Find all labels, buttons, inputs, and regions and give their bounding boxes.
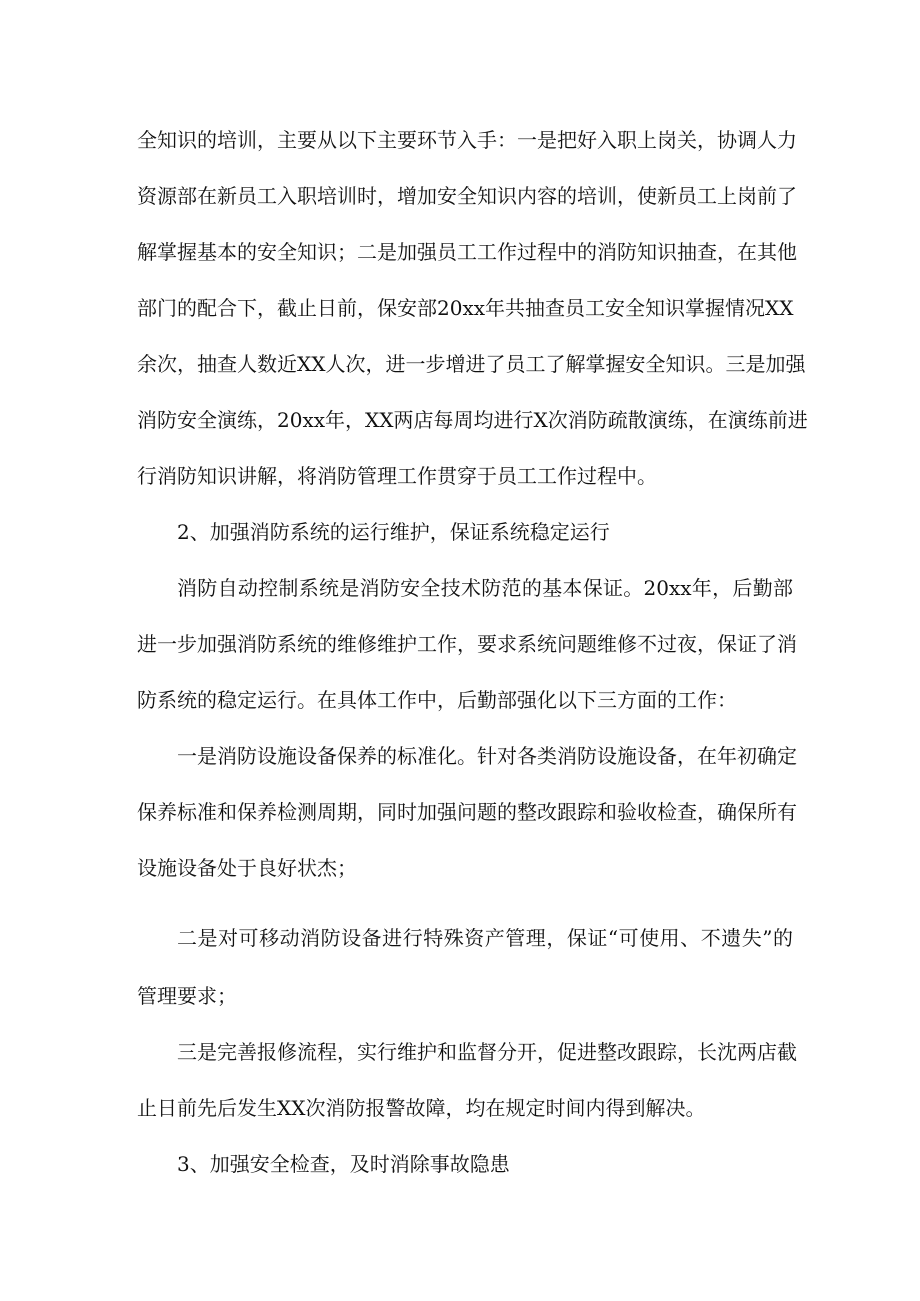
text-line: 部门的配合下，截止日前，保安部20xx年共抽查员工安全知识掌握情况XX [137,296,794,320]
section-heading: 2、加强消防系统的运行维护，保证系统稳定运行 [177,520,610,544]
text-line: 设施设备处于良好状杰； [137,856,357,880]
section-heading: 3、加强安全检查，及时消除事故隐患 [177,1152,510,1176]
text-line: 行消防知识讲解，将消防管理工作贯穿于员工工作过程中。 [137,464,657,488]
text-line: 管理要求； [137,984,237,1008]
text-line: 一是消防设施设备保养的标准化。针对各类消防设施设备，在年初确定 [177,744,797,768]
text-line: 二是对可移动消防设备进行特殊资产管理，保证“可使用、不遗失”的 [177,926,793,950]
text-line: 消防自动控制系统是消防安全技术防范的基本保证。20xx年，后勤部 [177,576,793,600]
text-line: 解掌握基本的安全知识；二是加强员工工作过程中的消防知识抽查，在其他 [137,240,797,264]
text-line: 全知识的培训，主要从以下主要环节入手：一是把好入职上岗关，协调人力 [137,128,797,152]
text-line: 三是完善报修流程，实行维护和监督分开，促进整改跟踪，长沈两店截 [177,1040,797,1064]
text-line: 止日前先后发生XX次消防报警故障，均在规定时间内得到解决。 [137,1096,706,1120]
text-line: 防系统的稳定运行。在具体工作中，后勤部强化以下三方面的工作： [137,688,737,712]
text-line: 保养标准和保养检测周期，同时加强问题的整改跟踪和验收检查，确保所有 [137,800,797,824]
text-line: 余次，抽查人数近XX人次，进一步增进了员工了解掌握安全知识。三是加强 [137,352,806,376]
text-line: 进一步加强消防系统的维修维护工作，要求系统问题维修不过夜，保证了消 [137,632,797,656]
text-line: 消防安全演练，20xx年，XX两店每周均进行X次消防疏散演练，在演练前进 [137,408,808,432]
text-line: 资源部在新员工入职培训时，增加安全知识内容的培训，使新员工上岗前了 [137,184,797,208]
